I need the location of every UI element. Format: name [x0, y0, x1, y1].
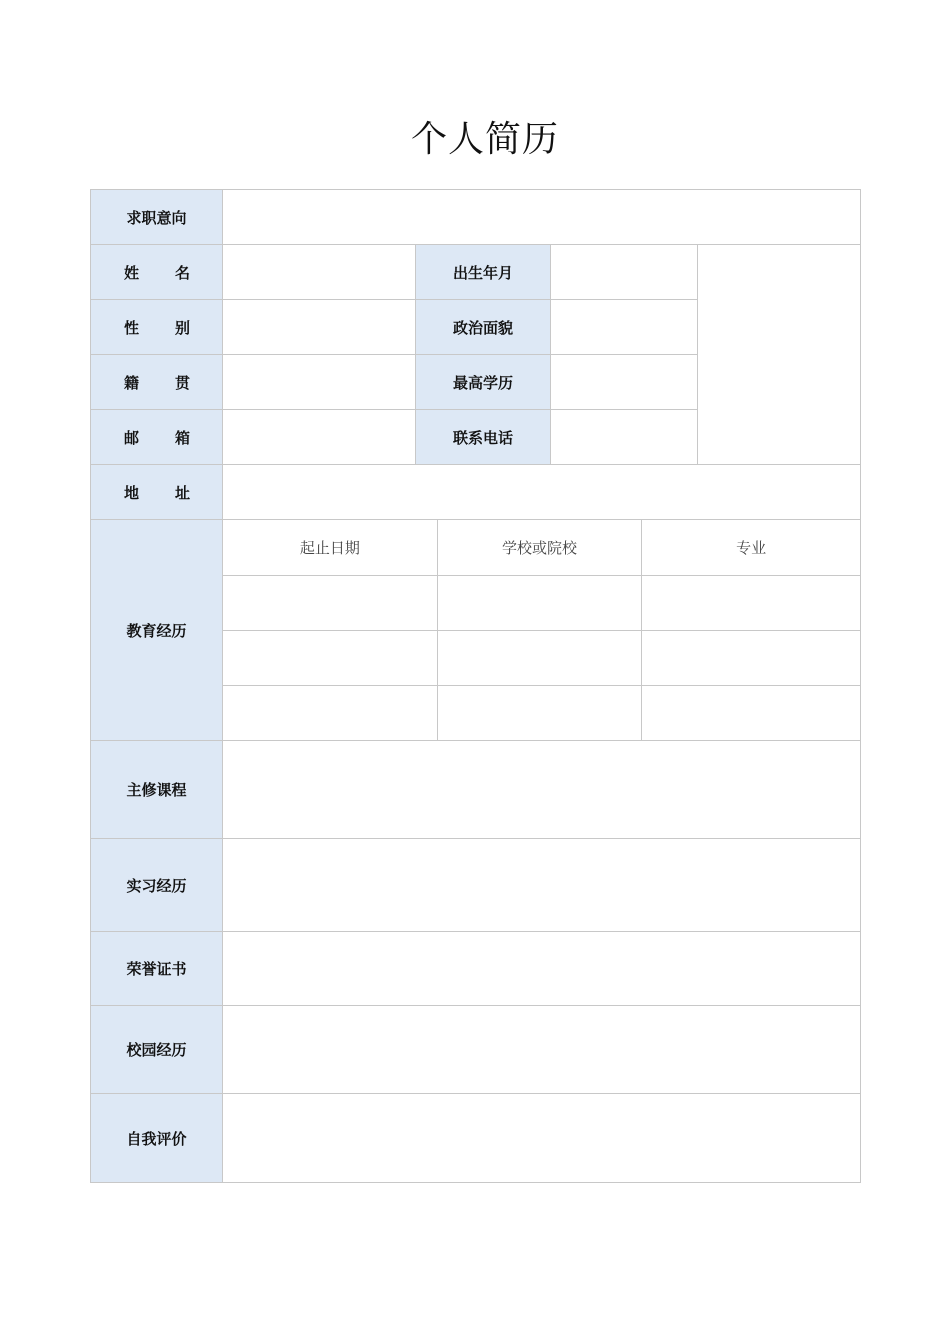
internship-label: 实习经历	[91, 839, 223, 932]
edu-cell-school[interactable]	[437, 630, 641, 685]
edu-cell-school[interactable]	[437, 575, 641, 630]
edu-cell-dates[interactable]	[223, 630, 437, 685]
edu-header-major: 专业	[642, 520, 860, 575]
honors-field[interactable]	[223, 932, 861, 1006]
page-title: 个人简历	[410, 119, 559, 160]
edu-cell-dates[interactable]	[223, 575, 437, 630]
honors-label: 荣誉证书	[91, 932, 223, 1006]
email-label-char-1: 邮	[124, 428, 140, 447]
birth-field[interactable]	[551, 245, 698, 300]
self-eval-label: 自我评价	[91, 1094, 223, 1183]
education-history-section	[223, 520, 861, 741]
phone-field[interactable]	[551, 410, 698, 465]
self-eval-field[interactable]	[223, 1094, 861, 1183]
edu-cell-school[interactable]	[437, 685, 641, 740]
resume-table	[90, 189, 861, 1183]
edu-cell-dates[interactable]	[223, 685, 437, 740]
edu-cell-major[interactable]	[642, 685, 860, 740]
edu-header-school: 学校或院校	[437, 520, 641, 575]
politics-label: 政治面貌	[416, 300, 551, 355]
address-label	[91, 465, 223, 520]
name-label-char-2: 名	[174, 263, 190, 282]
native-field[interactable]	[223, 355, 416, 410]
edu-cell-major[interactable]	[642, 630, 860, 685]
native-label	[91, 355, 223, 410]
gender-label	[91, 300, 223, 355]
job-intent-label: 求职意向	[91, 190, 223, 245]
name-label	[91, 245, 223, 300]
phone-label: 联系电话	[416, 410, 551, 465]
address-label-char-1: 地	[124, 483, 140, 502]
address-field[interactable]	[223, 465, 861, 520]
education-level-label: 最高学历	[416, 355, 551, 410]
job-intent-field[interactable]	[223, 190, 861, 245]
native-label-char-2: 贯	[174, 373, 190, 392]
courses-label: 主修课程	[91, 741, 223, 839]
address-label-char-2: 址	[174, 483, 190, 502]
gender-label-char-1: 性	[124, 318, 140, 337]
internship-field[interactable]	[223, 839, 861, 932]
photo-box[interactable]	[698, 245, 861, 465]
edu-cell-major[interactable]	[642, 575, 860, 630]
education-level-field[interactable]	[551, 355, 698, 410]
email-field[interactable]	[223, 410, 416, 465]
birth-label: 出生年月	[416, 245, 551, 300]
name-field[interactable]	[223, 245, 416, 300]
campus-label: 校园经历	[91, 1006, 223, 1094]
email-label-char-2: 箱	[174, 428, 190, 447]
education-history-label: 教育经历	[91, 520, 223, 741]
campus-field[interactable]	[223, 1006, 861, 1094]
name-label-char-1: 姓	[124, 263, 140, 282]
native-label-char-1: 籍	[124, 373, 140, 392]
email-label	[91, 410, 223, 465]
politics-field[interactable]	[551, 300, 698, 355]
gender-label-char-2: 别	[174, 318, 190, 337]
gender-field[interactable]	[223, 300, 416, 355]
education-table	[223, 520, 860, 740]
edu-header-dates: 起止日期	[223, 520, 437, 575]
courses-field[interactable]	[223, 741, 861, 839]
